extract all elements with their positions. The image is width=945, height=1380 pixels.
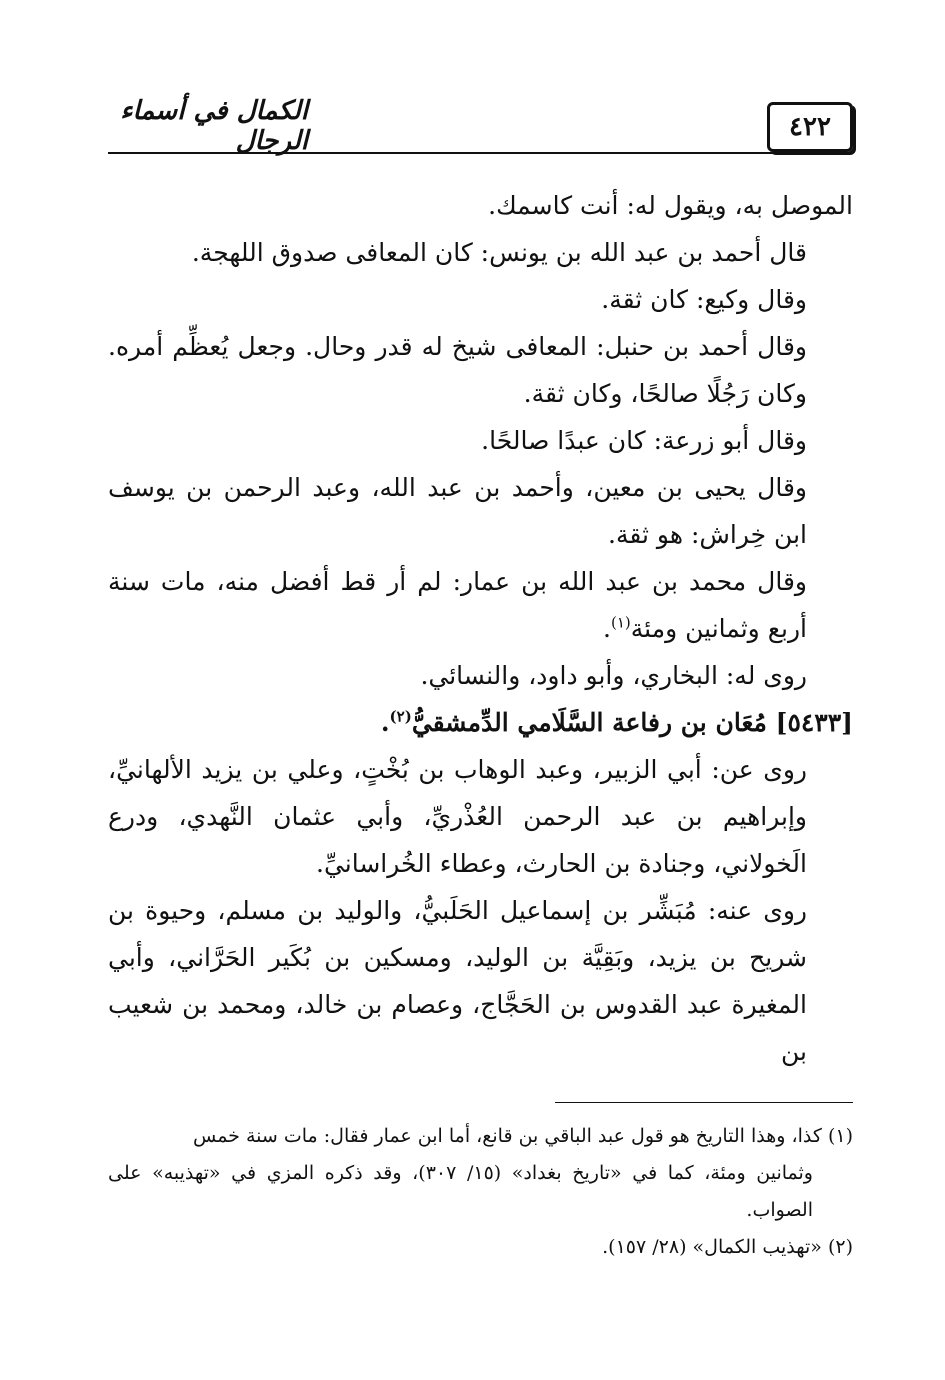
book-title: الكمال في أسماء الرجال [120,96,308,156]
paragraph-6: وقال يحيى بن معين، وأحمد بن عبد الله، وعبد الرحمن بن يوسف ابن خِراش: هو ثقة. [108,473,807,549]
paragraph-7: وقال محمد بن عبد الله بن عمار: لم أر قط أفضل منه، مات سنة أربع وثمانين ومئة$^{(١)}$. [108,567,807,643]
paragraph-5: وقال أبو زرعة: كان عبدًا صالحًا. [481,426,807,455]
paragraph-4: وقال أحمد بن حنبل: المعافى شيخ له قدر وحال. وجعل يُعظِّم أمره. وكان رَجُلًا صالحًا، وكان ثقة. [108,332,807,408]
main-text [108,182,853,1075]
footnotes [108,1118,853,1266]
entry-heading-text: [٥٤٣٣] مُعَان بن رفاعة السَّلَامي الدِّمشقيُّ [411,708,853,737]
footnote-2: (٢) «تهذيب الكمال» (٢٨/ ١٥٧). [602,1236,853,1258]
footnote-1-continued: وثمانين ومئة، كما في «تاريخ بغداد» (١٥/ ٣٠٧)، وقد ذكره المزي في «تهذيبه» على الصواب. [108,1162,813,1221]
header-divider [108,152,853,154]
paragraph-3: وقال وكيع: كان ثقة. [601,285,807,314]
page-header [108,92,853,162]
paragraph-10: روى عنه: مُبَشِّر بن إسماعيل الحَلَبيُّ، والوليد بن مسلم، وحيوة بن شريح بن يزيد، وبَقِيَّة بن الوليد، ومسكين بن بُكَير الحَرَّاني، وأبي المغيرة عبد القدوس بن الحَجَّاج، وعصام بن خالد، ومحمد بن شعيب بن [108,896,807,1066]
paragraph-7-text: وقال محمد بن عبد الله بن عمار: لم أر قط أفضل منه، مات سنة أربع وثمانين ومئة [108,567,807,643]
footnote-divider [555,1102,853,1103]
entry-heading: [٥٤٣٣] مُعَان بن رفاعة السَّلَامي الدِّمشقيُّ$^{(٢)}$. [380,707,853,737]
page-number: ٤٢٢ [767,102,853,152]
paragraph-1: الموصل به، ويقول له: أنت كاسمك. [488,191,853,220]
paragraph-2: قال أحمد بن عبد الله بن يونس: كان المعافى صدوق اللهجة. [191,238,807,267]
paragraph-9: روى عن: أبي الزبير، وعبد الوهاب بن بُخْتٍ، وعلي بن يزيد الألهانيِّ، وإبراهيم بن عبد الرحمن العُذْريِّ، وأبي عثمان النَّهدي، ودرع الَخولاني، وجنادة بن الحارث، وعطاء الخُراسانيِّ. [108,755,807,878]
footnote-1: (١) كذا، وهذا التاريخ هو قول عبد الباقي بن قانع، أما ابن عمار فقال: مات سنة خمس [192,1125,853,1147]
footnote-ref-2: (٢) [389,707,412,726]
paragraph-8: روى له: البخاري، وأبو داود، والنسائي. [420,661,807,690]
footnote-ref-1: (١) [610,613,631,632]
